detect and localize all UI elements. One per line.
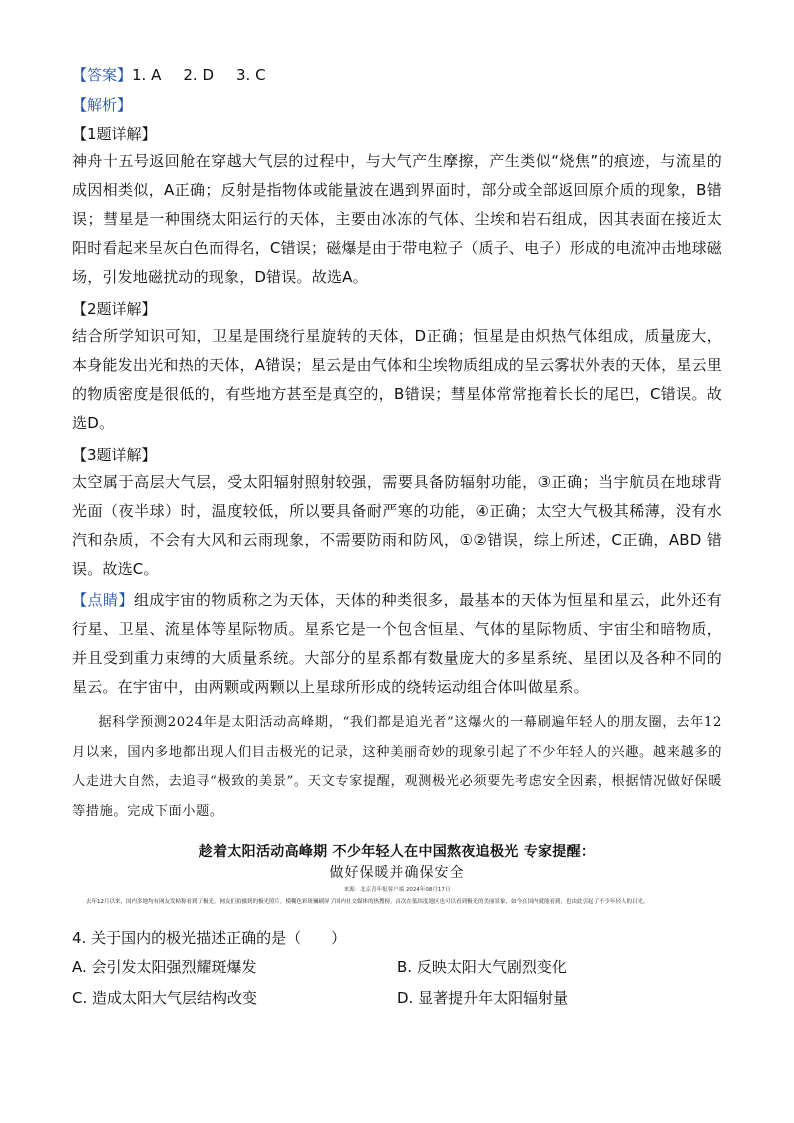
- option-c: C. 造成太阳大气层结构改变: [72, 989, 258, 1007]
- answer-item-1: 1. A: [132, 66, 162, 84]
- q2-tag: 【2题详解】: [72, 300, 157, 318]
- news-figure: [72, 842, 722, 906]
- figure-title: 趁着太阳活动高峰期 不少年轻人在中国熬夜追极光 专家提醒：: [198, 844, 596, 860]
- document-page: [72, 62, 722, 1014]
- tip-paragraph: [72, 586, 722, 702]
- figure-body: 去年12月以来，国内多地均有网友发帖称看到了极光。网友们拍摄到的极光照片，模糊色彩斑斓刷屏了国内社交媒体的热搜榜。首次在低纬度地区也可以看到极光的美丽景象，如今在国内就能看到，也由此引起了不少年轻人的目光。: [86, 899, 649, 905]
- analysis-tag: 【解析】: [72, 96, 133, 114]
- figure-source: 来源：北京青年报客户端 2024年08月17日: [343, 887, 451, 893]
- material-paragraph: 据科学预测2024年是太阳活动高峰期，“我们都是追光者”这爆火的一幕刷遍年轻人的朋友圈，去年12月以来，国内多地都出现人们目击极光的记录，这种美丽奇妙的现象引起了不少年轻人的兴趣。越来越多的人走进大自然，去追寻“极致的美景”。天文专家提醒，观测极光必须要先考虑安全因素，根据情况做好保暖等措施。完成下面小题。: [72, 715, 722, 819]
- q3-tag: 【3题详解】: [72, 446, 157, 464]
- q1-explanation: 神舟十五号返回舱在穿越大气层的过程中，与大气产生摩擦，产生类似“烧焦”的痕迹，与流星的成因相类似，A正确；反射是指物体或能量波在遇到界面时，部分或全部返回原介质的现象，B错误；彗星是一种围绕太阳运行的天体，主要由冰冻的气体、尘埃和岩石组成，因其表面在接近太阳时看起来呈灰白色而得名，C错误；磁爆是由于带电粒子（质子、电子）形成的电流冲击地球磁场，引发地磁扰动的现象，D错误。故选A。: [72, 152, 722, 286]
- tip-tag: 【点睛】: [72, 591, 134, 609]
- q3-explanation: 太空属于高层大气层，受太阳辐射照射较强，需要具备防辐射功能，③正确；当宇航员在地球背光面（夜半球）时，温度较低，所以要具备耐严寒的功能，④正确；太空大气极其稀薄，没有水汽和杂质，不会有大风和云雨现象，不需要防雨和防风，①②错误，综上所述，C正确，ABD 错误。故选C。: [72, 473, 722, 578]
- answer-item-2: 2. D: [183, 66, 214, 84]
- tip-text: 组成宇宙的物质称之为天体，天体的种类很多，最基本的天体为恒星和星云，此外还有行星、卫星、流星体等星际物质。星系它是一个包含恒星、气体的星际物质、宇宙尘和暗物质，并且受到重力束缚的大质量系统。大部分的星系都有数量庞大的多星系统、星团以及各种不同的星云。在宇宙中，由两颗或两颗以上星球所形成的绕转运动组合体叫做星系。: [72, 591, 722, 696]
- question-4-options: [72, 952, 722, 1014]
- answer-item-3: 3. C: [236, 66, 266, 84]
- answer-line: [72, 62, 722, 88]
- q2-explanation: 结合所学知识可知，卫星是围绕行星旋转的天体，D正确；恒星是由炽热气体组成，质量庞大，本身能发出光和热的天体，A错误；星云是由气体和尘埃物质组成的呈云雾状外表的天体，星云里的物质密度是很低的，有些地方甚至是真空的，B错误；彗星体常常拖着长长的尾巴，C错误。故选D。: [72, 327, 722, 432]
- answer-tag: 【答案】: [72, 66, 133, 84]
- option-b: B. 反映太阳大气剧烈变化: [397, 958, 567, 976]
- option-d: D. 显著提升年太阳辐射量: [397, 989, 569, 1007]
- q1-tag: 【1题详解】: [72, 125, 157, 143]
- option-a: A. 会引发太阳强烈耀斑爆发: [72, 958, 257, 976]
- figure-subtitle: 做好保暖并确保安全: [329, 865, 465, 881]
- question-4-stem: 4. 关于国内的极光描述正确的是（ ）: [72, 929, 347, 947]
